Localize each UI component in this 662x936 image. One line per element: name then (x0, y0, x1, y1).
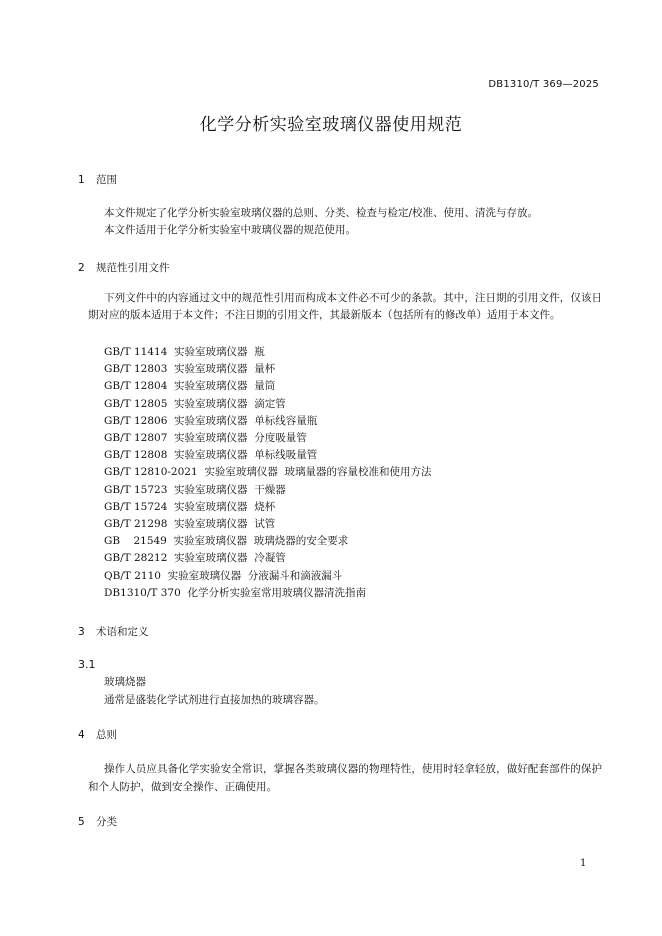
list-item: GB/T 12804 实验室玻璃仪器 量筒 (104, 380, 276, 393)
list-item: DB1310/T 370 化学分析实验室常用玻璃仪器清洗指南 (104, 586, 366, 599)
term-entry-definition: 通常是盛装化学试剂进行直接加热的玻璃容器。 (104, 694, 325, 706)
section-title: 总则 (96, 729, 117, 741)
list-item: QB/T 2110 实验室玻璃仪器 分液漏斗和滴液漏斗 (104, 569, 343, 582)
section-heading-general (78, 727, 117, 742)
section-heading-classification (78, 814, 117, 829)
list-item: GB/T 12807 实验室玻璃仪器 分度吸量管 (104, 432, 307, 445)
section-title: 范围 (96, 174, 117, 186)
list-item: GB/T 15724 实验室玻璃仪器 烧杯 (104, 500, 276, 513)
list-item: GB/T 12808 实验室玻璃仪器 单标线吸量管 (104, 449, 318, 462)
section-title: 规范性引用文件 (96, 262, 170, 274)
section-number: 3 (78, 626, 85, 638)
page-number: 1 (580, 858, 587, 869)
list-item: GB/T 12803 实验室玻璃仪器 量杯 (104, 363, 276, 376)
scope-paragraph-2: 本文件适用于化学分析实验室中玻璃仪器的规范使用。 (104, 224, 356, 236)
list-item: GB 21549 实验室玻璃仪器 玻璃烧器的安全要求 (104, 535, 349, 548)
document-number: DB1310/T 369—2025 (488, 79, 599, 90)
list-item: GB/T 12806 实验室玻璃仪器 单标线容量瓶 (104, 414, 318, 427)
section-heading-normative-refs (78, 260, 170, 275)
section-number: 5 (78, 816, 85, 828)
section-number: 4 (78, 729, 85, 741)
section-heading-terms (78, 624, 149, 639)
normative-refs-intro: 下列文件中的内容通过文中的规范性引用而构成本文件必不可少的条款。其中，注日期的引用文件，仅该日期对应的版本适用于本文件；不注日期的引用文件，其最新版本（包括所有的修改单）适用于本文件。 (88, 292, 602, 321)
list-item: GB/T 21298 实验室玻璃仪器 试管 (104, 518, 276, 531)
general-paragraph: 操作人员应具备化学实验安全常识，掌握各类玻璃仪器的物理特性，使用时轻拿轻放，做好配套部件的保护和个人防护，做到安全操作、正确使用。 (88, 763, 602, 793)
term-entry-name: 玻璃烧器 (104, 676, 146, 688)
term-entry-number: 3.1 (78, 658, 96, 671)
document-title: 化学分析实验室玻璃仪器使用规范 (199, 115, 463, 135)
list-item: GB/T 28212 实验室玻璃仪器 冷凝管 (104, 552, 286, 565)
section-heading-scope (78, 172, 117, 187)
section-title: 分类 (96, 816, 117, 828)
section-title: 术语和定义 (96, 626, 149, 638)
list-item: GB/T 12810-2021 实验室玻璃仪器 玻璃量器的容量校准和使用方法 (104, 466, 432, 479)
scope-paragraph-1: 本文件规定了化学分析实验室玻璃仪器的总则、分类、检查与检定/校准、使用、清洗与存放。 (104, 207, 539, 219)
list-item: GB/T 12805 实验室玻璃仪器 滴定管 (104, 397, 286, 410)
section-number: 2 (78, 262, 85, 274)
reference-list (104, 344, 432, 602)
list-item: GB/T 15723 实验室玻璃仪器 干燥器 (104, 483, 286, 496)
section-number: 1 (78, 174, 85, 186)
list-item: GB/T 11414 实验室玻璃仪器 瓶 (104, 346, 265, 358)
